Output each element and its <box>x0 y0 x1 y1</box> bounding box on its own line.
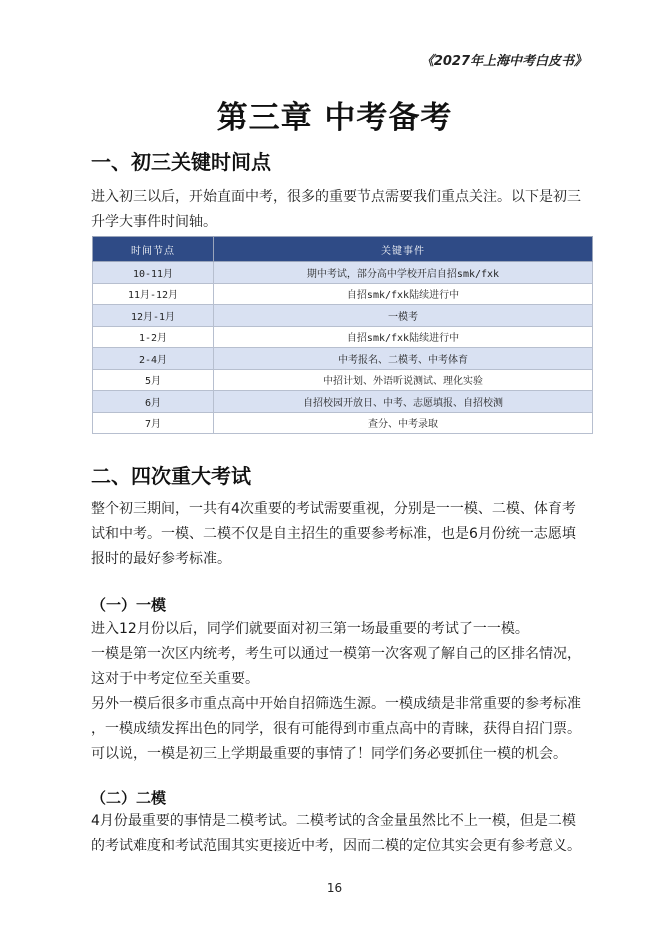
cell-event: 期中考试，部分高中学校开启自招smk/fxk <box>214 262 593 284</box>
book-title: 《2027年上海中考白皮书》 <box>420 54 587 69</box>
cell-time: 5月 <box>93 369 214 391</box>
table-row <box>93 326 593 348</box>
section-heading-major-exams: 二、四次重大考试 <box>91 464 251 488</box>
cell-event: 一模考 <box>214 305 593 327</box>
column-header-event: 关键事件 <box>214 237 593 262</box>
subsection-heading-first-mock: （一）一模 <box>91 596 167 614</box>
second-mock-line: 的考试难度和考试范围其实更接近中考，因而二模的定位其实会更有参考意义。 <box>91 838 581 854</box>
second-mock-paragraph <box>91 809 591 859</box>
section1-intro-line: 升学大事件时间轴。 <box>91 214 217 230</box>
table-header-row <box>93 237 593 262</box>
cell-event: 查分、中考录取 <box>214 412 593 434</box>
first-mock-paragraph <box>91 617 591 767</box>
cell-event: 自招smk/fxk陆续进行中 <box>214 283 593 305</box>
page-number: 16 <box>326 881 343 895</box>
timeline-table <box>92 236 593 434</box>
cell-time: 6月 <box>93 391 214 413</box>
table-row <box>93 412 593 434</box>
cell-time: 1-2月 <box>93 326 214 348</box>
table-row <box>93 305 593 327</box>
cell-event: 自招校园开放日、中考、志愿填报、自招校测 <box>214 391 593 413</box>
table-row <box>93 262 593 284</box>
cell-time: 7月 <box>93 412 214 434</box>
section2-intro-line: 整个初三期间，一共有4次重要的考试需要重视，分别是一一模、二模、体育考 <box>91 501 576 517</box>
cell-time: 2-4月 <box>93 348 214 370</box>
section-heading-key-dates: 一、初三关键时间点 <box>91 150 271 174</box>
section2-intro-line: 试和中考。一模、二模不仅是自主招生的重要参考标准，也是6月份统一志愿填 <box>91 526 576 542</box>
first-mock-line: 另外一模后很多市重点高中开始自招筛选生源。一模成绩是非常重要的参考标准 <box>91 696 581 712</box>
section2-intro-line: 报时的最好参考标准。 <box>91 551 231 567</box>
section1-intro-line: 进入初三以后，开始直面中考，很多的重要节点需要我们重点关注。以下是初三 <box>91 189 581 205</box>
chapter-title: 第三章 中考备考 <box>216 100 453 136</box>
first-mock-line: 可以说，一模是初三上学期最重要的事情了！同学们务必要抓住一模的机会。 <box>91 746 567 762</box>
first-mock-line: ，一模成绩发挥出色的同学，很有可能得到市重点高中的青睐，获得自招门票。 <box>91 721 581 737</box>
cell-event: 中招计划、外语听说测试、理化实验 <box>214 369 593 391</box>
subsection-heading-second-mock: （二）二模 <box>91 789 167 807</box>
cell-event: 中考报名、二模考、中考体育 <box>214 348 593 370</box>
table-row <box>93 391 593 413</box>
section1-intro <box>91 185 591 235</box>
section2-intro <box>91 497 591 572</box>
first-mock-line: 这对于中考定位至关重要。 <box>91 671 259 687</box>
cell-event: 自招smk/fxk陆续进行中 <box>214 326 593 348</box>
cell-time: 10-11月 <box>93 262 214 284</box>
table-row <box>93 283 593 305</box>
first-mock-line: 进入12月份以后，同学们就要面对初三第一场最重要的考试了一一模。 <box>91 621 529 637</box>
table-row <box>93 369 593 391</box>
second-mock-line: 4月份最重要的事情是二模考试。二模考试的含金量虽然比不上一模，但是二模 <box>91 813 576 829</box>
column-header-time: 时间节点 <box>93 237 214 262</box>
cell-time: 11月-12月 <box>93 283 214 305</box>
table-row <box>93 348 593 370</box>
cell-time: 12月-1月 <box>93 305 214 327</box>
first-mock-line: 一模是第一次区内统考，考生可以通过一模第一次客观了解自己的区排名情况， <box>91 646 581 662</box>
